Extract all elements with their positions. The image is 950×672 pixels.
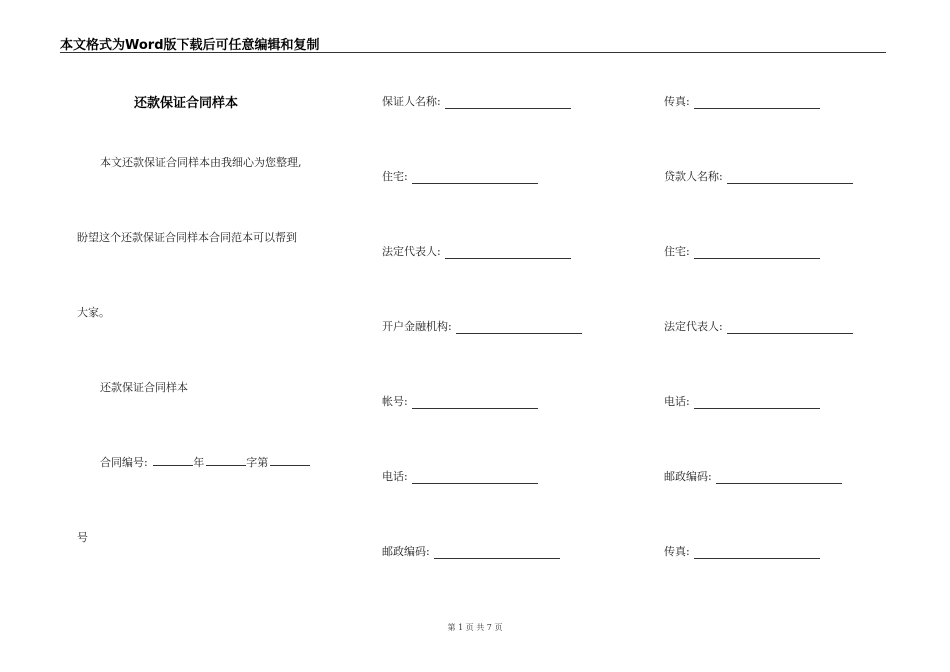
contract-number-char: 字第: [246, 456, 269, 469]
field-label: 法定代表人:: [664, 320, 723, 333]
contract-number-suffix: 号: [77, 531, 88, 544]
field-label: 邮政编码:: [664, 470, 712, 483]
lender-phone-field: [664, 393, 820, 409]
field-label: 电话:: [664, 395, 690, 408]
contract-number-year: 年: [193, 456, 205, 469]
field-label: 邮政编码:: [382, 545, 430, 558]
contract-number-blank-1[interactable]: [153, 455, 193, 466]
field-label: 传真:: [664, 545, 690, 558]
intro-line-2: 盼望这个还款保证合同样本合同范本可以帮到: [77, 231, 297, 244]
lender-name-field: [664, 168, 853, 184]
fill-line[interactable]: [445, 248, 571, 259]
page-footer: 第 1 页 共 7 页: [447, 623, 503, 632]
fill-line[interactable]: [412, 398, 538, 409]
guarantor-bank-field: [382, 318, 582, 334]
fill-line[interactable]: [716, 473, 842, 484]
fill-line[interactable]: [694, 548, 820, 559]
guarantor-phone-field: [382, 468, 538, 484]
document-title: 还款保证合同样本: [134, 96, 239, 111]
field-label: 住宅:: [664, 245, 690, 258]
header-text: 本文格式为Word版下载后可任意编辑和复制: [60, 38, 320, 53]
fill-line[interactable]: [694, 248, 820, 259]
field-label: 保证人名称:: [382, 95, 441, 108]
field-label: 法定代表人:: [382, 245, 441, 258]
fill-line[interactable]: [412, 173, 538, 184]
fill-line[interactable]: [727, 323, 853, 334]
guarantor-name-field: [382, 93, 571, 109]
fill-line[interactable]: [727, 173, 853, 184]
page-header: [60, 34, 886, 53]
field-label: 帐号:: [382, 395, 408, 408]
guarantor-postcode-field: [382, 543, 560, 559]
contract-subtitle: 还款保证合同样本: [100, 381, 188, 394]
contract-number-blank-3[interactable]: [270, 455, 310, 466]
field-label: 传真:: [664, 95, 690, 108]
guarantor-representative-field: [382, 243, 571, 259]
lender-representative-field: [664, 318, 853, 334]
contract-number-blank-2[interactable]: [206, 455, 246, 466]
guarantor-account-field: [382, 393, 538, 409]
field-label: 贷款人名称:: [664, 170, 723, 183]
intro-line-1: 本文还款保证合同样本由我细心为您整理,: [100, 156, 302, 169]
contract-number-label: 合同编号:: [100, 456, 148, 469]
fill-line[interactable]: [412, 473, 538, 484]
intro-line-3: 大家。: [77, 306, 110, 319]
field-label: 电话:: [382, 470, 408, 483]
lender-fax-field: [664, 543, 820, 559]
fill-line[interactable]: [456, 323, 582, 334]
lender-postcode-field: [664, 468, 842, 484]
fill-line[interactable]: [434, 548, 560, 559]
guarantor-fax-field: [664, 93, 820, 109]
field-label: 住宅:: [382, 170, 408, 183]
fill-line[interactable]: [694, 98, 820, 109]
contract-number-line: [100, 454, 310, 470]
field-label: 开户金融机构:: [382, 320, 452, 333]
guarantor-address-field: [382, 168, 538, 184]
fill-line[interactable]: [445, 98, 571, 109]
fill-line[interactable]: [694, 398, 820, 409]
lender-address-field: [664, 243, 820, 259]
